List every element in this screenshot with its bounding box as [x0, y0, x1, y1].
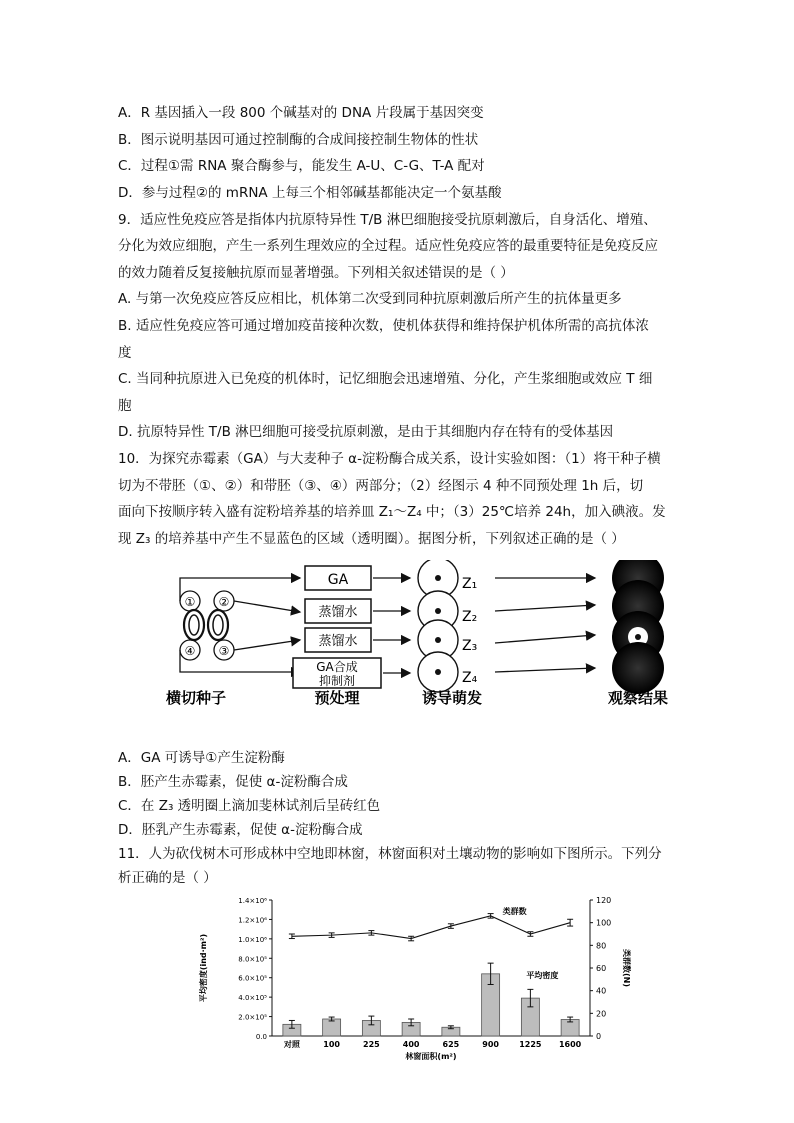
svg-text:蒸馏水: 蒸馏水	[318, 634, 358, 649]
taxa-series-label: 类群数	[502, 906, 527, 916]
y-tick-label: 6.0×10⁵	[238, 974, 267, 983]
q11-stem-line1: 11．人为砍伐树木可形成林中空地即林窗，林窗面积对土壤动物的影响如下图所示。下列分	[118, 846, 662, 862]
y-axis-title: 平均密度(ind·m²)	[199, 933, 208, 1003]
y-tick-label: 1.2×10⁶	[238, 916, 267, 925]
y-tick-label: 0.0	[255, 1033, 267, 1041]
svg-text:Z₃: Z₃	[462, 638, 478, 654]
forest-gap-chart	[190, 888, 640, 1068]
pretreat-box-water-1	[305, 599, 371, 623]
y2-tick-label: 100	[596, 918, 612, 928]
caption-seeds: 横切种子	[165, 689, 227, 707]
halved-seeds-icon	[184, 610, 228, 640]
density-bar	[323, 1019, 341, 1036]
pretreat-box-water-2	[305, 628, 371, 652]
experiment-diagram	[140, 560, 700, 708]
q9-option-d: D. 抗原特异性 T/B 淋巴细胞可接受抗原刺激，是由于其细胞内存在特有的受体基因	[118, 424, 614, 440]
y2-tick-label: 20	[596, 1009, 607, 1019]
q8-option-a: A．R 基因插入一段 800 个碱基对的 DNA 片段属于基因突变	[118, 105, 484, 121]
q10-stem-line4: 现 Z₃ 的培养基中产生不显蓝色的区域（透明圈）。据图分析，下列叙述正确的是（ ）	[118, 531, 625, 547]
q10-stem-line2: 切为不带胚（①、②）和带胚（③、④）两部分；（2）经图示 4 种不同预处理 1h 后，切	[118, 478, 644, 494]
q9-option-a: A. 与第一次免疫应答反应相比，机体第二次受到同种抗原刺激后所产生的抗体量更多	[118, 291, 622, 307]
svg-text:蒸馏水: 蒸馏水	[318, 605, 358, 620]
caption-results: 观察结果	[607, 689, 669, 707]
svg-text:GA: GA	[327, 572, 349, 588]
caption-pretreat: 预处理	[314, 689, 360, 707]
x-tick-label: 625	[442, 1040, 460, 1049]
svg-text:Z₄: Z₄	[462, 670, 478, 686]
pretreat-box-ga	[305, 566, 371, 590]
y2-tick-label: 0	[596, 1032, 602, 1041]
q9-option-b-line2: 度	[118, 345, 132, 361]
svg-text:②: ②	[218, 595, 230, 609]
y2-tick-label: 80	[596, 941, 607, 951]
y-tick-label: 8.0×10⁵	[238, 955, 267, 964]
q9-stem-line3: 的效力随着反复接触抗原而显著增强。下列相关叙述错误的是（ ）	[118, 265, 514, 281]
y-tick-label: 1.0×10⁶	[238, 935, 267, 944]
pretreat-box-inhibitor	[293, 658, 381, 688]
seed-label-2	[214, 591, 234, 611]
q9-option-c-line1: C. 当同种抗原进入已免疫的机体时，记忆细胞会迅速增殖、分化，产生浆细胞或效应 T 细	[118, 371, 653, 387]
x-tick-label: 900	[482, 1040, 499, 1049]
caption-germination: 诱导萌发	[421, 689, 483, 707]
x-tick-label: 1600	[558, 1040, 582, 1049]
q8-option-d: D．参与过程②的 mRNA 上每三个相邻碱基都能决定一个氨基酸	[118, 185, 502, 201]
svg-text:抑制剂: 抑制剂	[318, 674, 356, 688]
svg-text:Z₂: Z₂	[462, 609, 478, 625]
q9-option-c-line2: 胞	[118, 398, 132, 414]
x-tick-label: 对照	[283, 1040, 300, 1049]
q10-option-c: C．在 Z₃ 透明圈上滴加斐林试剂后呈砖红色	[118, 798, 381, 814]
q10-option-d: D．胚乳产生赤霉素，促使 α-淀粉酶合成	[118, 822, 363, 838]
svg-text:③: ③	[218, 644, 230, 658]
q8-option-c: C．过程①需 RNA 聚合酶参与，能发生 A-U、C-G、T-A 配对	[118, 158, 485, 174]
q10-stem-line3: 面向下按顺序转入盛有淀粉培养基的培养皿 Z₁～Z₄ 中；（3）25℃培养 24h，加入碘液。发	[118, 504, 666, 520]
q8-option-b: B．图示说明基因可通过控制酶的合成间接控制生物体的性状	[118, 132, 479, 148]
svg-text:①: ①	[184, 595, 196, 609]
y-tick-label: 4.0×10⁵	[238, 994, 267, 1003]
y2-tick-label: 60	[596, 964, 607, 973]
seed-label-1	[180, 591, 200, 611]
x-tick-label: 100	[323, 1040, 340, 1049]
q9-stem-line1: 9．适应性免疫应答是指体内抗原特异性 T/B 淋巴细胞接受抗原刺激后，自身活化、增殖、	[118, 212, 657, 228]
y2-tick-label: 120	[596, 896, 612, 905]
q11-stem-line2: 析正确的是（ ）	[118, 870, 217, 886]
svg-text:Z₁: Z₁	[462, 576, 478, 592]
taxa-line	[292, 916, 570, 939]
x-tick-label: 225	[363, 1040, 380, 1049]
seed-label-3	[214, 640, 234, 660]
seed-label-4	[180, 640, 200, 660]
x-tick-label: 400	[402, 1040, 420, 1049]
q10-option-a: A．GA 可诱导①产生淀粉酶	[118, 750, 285, 766]
svg-text:④: ④	[184, 644, 196, 658]
q9-option-b-line1: B. 适应性免疫应答可通过增加疫苗接种次数，使机体获得和维持保护机体所需的高抗体浓	[118, 318, 649, 334]
y-tick-label: 2.0×10⁵	[238, 1013, 267, 1022]
y2-tick-label: 40	[596, 986, 607, 996]
x-axis-title: 林窗面积(m²)	[405, 1052, 457, 1061]
x-tick-label: 1225	[519, 1040, 542, 1049]
q9-stem-line2: 分化为效应细胞，产生一系列生理效应的全过程。适应性免疫应答的最重要特征是免疫反应	[118, 238, 658, 254]
q10-option-b: B．胚产生赤霉素，促使 α-淀粉酶合成	[118, 774, 348, 790]
dish-z1	[418, 560, 477, 598]
result-z4	[612, 642, 664, 694]
y2-axis-title: 类群数(N)	[622, 948, 631, 988]
density-series-label: 平均密度	[526, 970, 559, 980]
y-tick-label: 1.4×10⁶	[238, 897, 267, 905]
q10-stem-line1: 10．为探究赤霉素（GA）与大麦种子 α-淀粉酶合成关系，设计实验如图：（1）将干种子横	[118, 451, 661, 467]
svg-text:GA合成: GA合成	[316, 660, 358, 674]
dish-z4	[418, 652, 478, 692]
